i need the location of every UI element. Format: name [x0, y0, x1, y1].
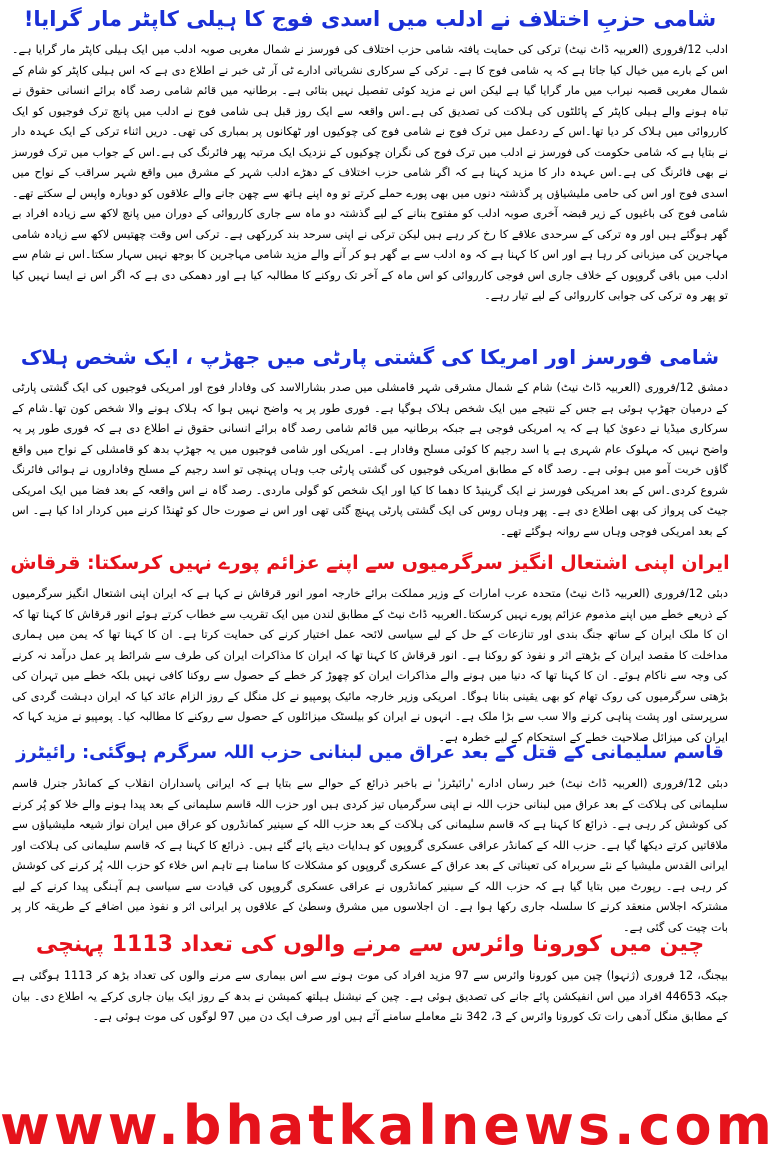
article-headline: شامی فورسز اور امریکا کی گشتی پارٹی میں جھڑپ ، ایک شخص ہلاک: [20, 345, 720, 369]
article-headline: چین میں کورونا وائرس سے مرنے والوں کی تعداد 1113 پہنچی: [35, 932, 705, 957]
article-body: دبئی 12/فروری (العربیہ ڈاٹ نیٹ) خبر رساں ادارے 'رائیٹرز' نے باخبر ذرائع کے حوالے سے بتایا ہے کہ ایرانی پاسداران انقلاب کے کمانڈر جنرل قاسم سلیمانی کی ہلاکت کے بعد عراق میں لبنانی حزب اللہ نے اپنی سرگرمیاں تیز کردی ہیں اور حزب اللہ قاسم سلیمانی کے بعد پیدا ہونے والے خلا کو پُر کرنے کی کوشش کر رہی ہے۔ ذرائع کا کہنا ہے کہ قاسم سلیمانی کی ہلاکت کے بعد حزب اللہ کے سینیر کمانڈروں کو عراق میں ایران نواز شیعہ ملیشیاؤں سے ملاقاتیں کرتے دیکھا گیا ہے۔ حزب اللہ کے کمانڈر عراقی عسکری گروپوں کو ہدایات دیتے پائے گئے ہیں۔ ذرائع کا کہنا ہے کہ قاسم سلیمانی کی ہلاکت اور ایرانی القدس ملیشیا کے نئے سربراہ کی تعیناتی کے بعد عراق کے عسکری گروپوں کو مشکلات کا سامنا ہے تاہم اس خلاء کو حزب اللہ پُر کرنے کی کوشش کر رہی ہے۔ رپورٹ میں بتایا گیا ہے کہ حزب اللہ کے سینیر کمانڈروں نے عراقی عسکری گروپوں کی قیادت سے سیاسی ہم آہنگی پیدا کرنے کے لیے مشترکہ اجلاس منعقد کرنے کا سلسلہ جاری رکھا ہوا ہے۔ ان اجلاسوں میں مشرق وسطیٰ کے علاقوں پر ایرانی اثر و نفوذ میں اضافے کے طریقہ کار پر بات چیت کی گئی ہے۔: [12, 777, 728, 934]
article-2: [0, 336, 740, 540]
article-body: دمشق 12/فروری (العربیہ ڈاٹ نیٹ) شام کے شمال مشرقی شہر قامشلی میں صدر بشارالاسد کی وفادار فوج اور امریکی فوجیوں کی ایک گشتی پارٹی کے درمیان جھڑپ ہوئی ہے جس کے نتیجے میں ایک شخص ہلاک ہوگیا ہے۔ فوری طور پر یہ واضح نہیں ہوا کہ ہلاک ہونے والا شخص کون تھا۔شام کے سرکاری میڈیا نے دعویٰ کیا ہے کہ یہ امریکی فوجی ہے جبکہ برطانیہ میں قائم شامی رصد گاہ برائے انسانی حقوق نے اطلاع دی ہے کہ فوری طور پر یہ واضح نہیں کہ مہلوک عام شہری ہے یا اسد رجیم کا کوئی مسلح وفادار ہے۔ امریکی اور شامی فوجیوں میں یہ جھڑپ بدھ کو قامشلی کے نواح میں واقع گاؤں خربت آمو میں ہوئی ہے۔ رصد گاہ کے مطابق امریکی فوجیوں کی گشتی پارٹی جب وہاں پہنچی تو اسد رجیم کے مسلح وفاداروں نے ہوائی فائرنگ شروع کردی۔اس کے بعد امریکی فورسز نے ایک گرینیڈ کا دھما کا کیا اور ایک شخص کو گولی ماردی۔ رصد گاہ نے اس واقعہ کے بعد فضا میں ایک امریکی جیٹ کی پرواز کی بھی اطلاع دی ہے۔ پھر وہاں روس کی ایک گشتی پارٹی پہنچ گئی تھی اور اس نے صورت حال کو ٹھنڈا کرنے میں کردار ادا کیا ہے۔ اس کے بعد امریکی فوجی وہاں سے روانہ ہوگئے تھے۔: [12, 381, 728, 538]
footer-website-url[interactable]: www.bhatkalnews.com: [0, 1094, 776, 1157]
article-4: [0, 728, 740, 934]
article-headline: ایران اپنی اشتعال انگیز سرگرمیوں سے اپنے عزائم پورے نہیں کرسکتا: قرقاش: [10, 552, 730, 574]
article-body: بیجنگ، 12 فروری (ژنہوا) چین میں کورونا وائرس سے 97 مزید افراد کی موت ہونے سے اس بیماری سے مرنے والوں کی تعداد بڑھ کر 1113 ہوگئی ہے جبکہ 44653 افراد میں اس انفیکشن پائے جانے کی تصدیق ہوئی ہے۔ چین کے نیشنل ہیلتھ کمیشن نے بدھ کے روز ایک بیان جاری کرکے یہ اطلاع دی۔ بیان کے مطابق منگل آدھی رات تک کورونا وائرس کے 3، 342 نئے معاملے سامنے آئے ہیں اور صرف ایک دن میں 97 لوگوں کی موت ہوئی ہے۔: [12, 969, 728, 1023]
article-3: [0, 540, 740, 744]
article-body: دبئی 12/فروری (العربیہ ڈاٹ نیٹ) متحدہ عرب امارات کے وزیر مملکت برائے خارجہ امور انور قرقاش نے کہا ہے کہ ایران اپنی اشتعال انگیز سرگرمیوں کے ذریعے خطے میں اپنے مذموم عزائم پورے نہیں کرسکتا۔العربیہ ڈاٹ نیٹ کے مطابق لندن میں ایک تقریب سے خطاب کرتے ہوئے انور قرقاش کا کہنا تھا کہ ان کا ملک ایران کے ساتھ جنگ بندی اور تنازعات کے حل کے لیے سیاسی لائحہ عمل اختیار کرنے کی حمایت کرتا ہے۔ ان کا کہنا تھا کہ یمن میں ہماری مداخلت کا مقصد ایران کے بڑھتے اثر و نفوذ کو روکنا ہے۔ انور قرقاش کا کہنا تھا کہ ایران کا مذاکرات ایران کی طرف سے شرائط پر عمل درآمد نہ کرنے کی وجہ سے ناکام ہوئے۔ ان کا کہنا تھا کہ دنیا میں ہونے والے مذاکرات ایران کو چھوڑ کر خطے کے حصول سے روکنا کافی نہیں بلکہ خطے میں تہران کی بڑھتی سرگرمیوں کی روک تھام کو بھی یقینی بنانا ہوگا۔ امریکی وزیر خارجہ مائیک پومپیو نے کل منگل کے روز الزام عائد کیا کہ ایران دہشت گردی کی سرپرستی اور پشت پناہی کرنے والا سب سے بڑا ملک ہے۔ انہوں نے ایران کو بیلسٹک میزائلوں کے حصول سے روکنے کا مطالبہ کیا۔ پومپیو نے مزید کہا کہ ایران کی میزائل صلاحیت خطے کے استحکام کے لیے خطرہ ہے۔: [12, 587, 728, 744]
article-body: ادلب 12/فروری (العربیہ ڈاٹ نیٹ) ترکی کی حمایت یافتہ شامی حزب اختلاف کی فورسز نے شمال مغربی صوبہ ادلب میں ایک ہیلی کاپٹر مار گرایا ہے۔اس کے بارے میں خیال کیا جاتا ہے کہ یہ شامی فوج کا ہے۔ ترکی کے سرکاری نشریاتی ادارے ٹی آر ٹی خبر نے اطلاع دی ہے کہ اس ہیلی کاپٹر کو شام کے شمال مغربی قصبہ نیراب میں مار گرایا گیا ہے لیکن اس نے مزید کوئی تفصیل نہیں بتائی ہے۔ برطانیہ میں قائم شامی رصد گاہ برائے انسانی حقوق نے تباہ ہونے والے ہیلی کاپٹر کے پائلٹوں کی ہلاکت کی تصدیق کی ہے۔اس واقعہ سے ایک روز قبل ہی شامی فوج نے ادلب میں پانچ ترک فوجیوں کو ایک کارروائی میں ہلاک کر دیا تھا۔اس کے ردعمل میں ترک فوج نے شامی فوج کی چوکیوں اور ٹھکانوں پر بمباری کی تھی۔ دریں اثناء ترکی کے ایک عہدہ دار نے بتایا ہے کہ شامی حکومت کی فورسز نے ادلب میں ترک فوج کی نگران چوکیوں کے نزدیک ایک مرتبہ پھر فائرنگ کی ہے۔اس کے جواب میں ترک فورسز نے بھی فائرنگ کی ہے۔اس عہدہ دار کا مزید کہنا ہے کہ اگر شامی حزب اختلاف کے دھڑے ادلب شہر کے مشرق میں واقع شہر سراقب کے نواح میں اسدی فوج اور اس کی حامی ملیشیاؤں پر گذشتہ دنوں میں بھی پورے حملے کرتے تو وہ اپنے ہاتھ سے چھن جانے والے علاقوں کو دوبارہ واپس لے سکتے تھے۔شامی فوج کی باغیوں کے زیر قبضہ آخری صوبہ ادلب کو مفتوح بنانے کے لیے گذشتہ دو ماہ سے جاری کارروائی کے دوران میں پانچ لاکھ سے زیادہ افراد بے گھر ہوگئے ہیں اور وہ ترکی کے سرحدی علاقے کا رخ کر رہے ہیں لیکن ترکی نے اپنی سرحد بند کررکھی ہے۔ ترکی اس وقت چھتیس لاکھ سے زیادہ شامی مہاجرین کی میزبانی کر رہا ہے اور اس کا کہنا ہے کہ وہ ادلب سے بے گھر ہو کر آنے والے مزید شامی مہاجرین کا بوجھ نہیں سہار سکتا۔اس نے شام سے ادلب میں باقی گروپوں کے خلاف جاری اس فوجی کارروائی کو اس ماہ کے آخر تک روکنے کا مطالبہ کیا ہے اور دھمکی دی ہے کہ اگر اس نے ایسا نہیں کیا تو پھر وہ ترکی کی جوابی کارروائی کے لیے تیار رہے۔: [12, 43, 728, 302]
article-headline: شامی حزبِ اختلاف نے ادلب میں اسدی فوج کا ہیلی کاپٹر مار گرایا!: [23, 7, 717, 31]
article-headline: قاسم سلیمانی کے قتل کے بعد عراق میں لبنانی حزب اللہ سرگرم ہوگئی: رائیٹرز: [16, 742, 724, 763]
article-5: [0, 918, 740, 1046]
article-1: [0, 0, 740, 336]
